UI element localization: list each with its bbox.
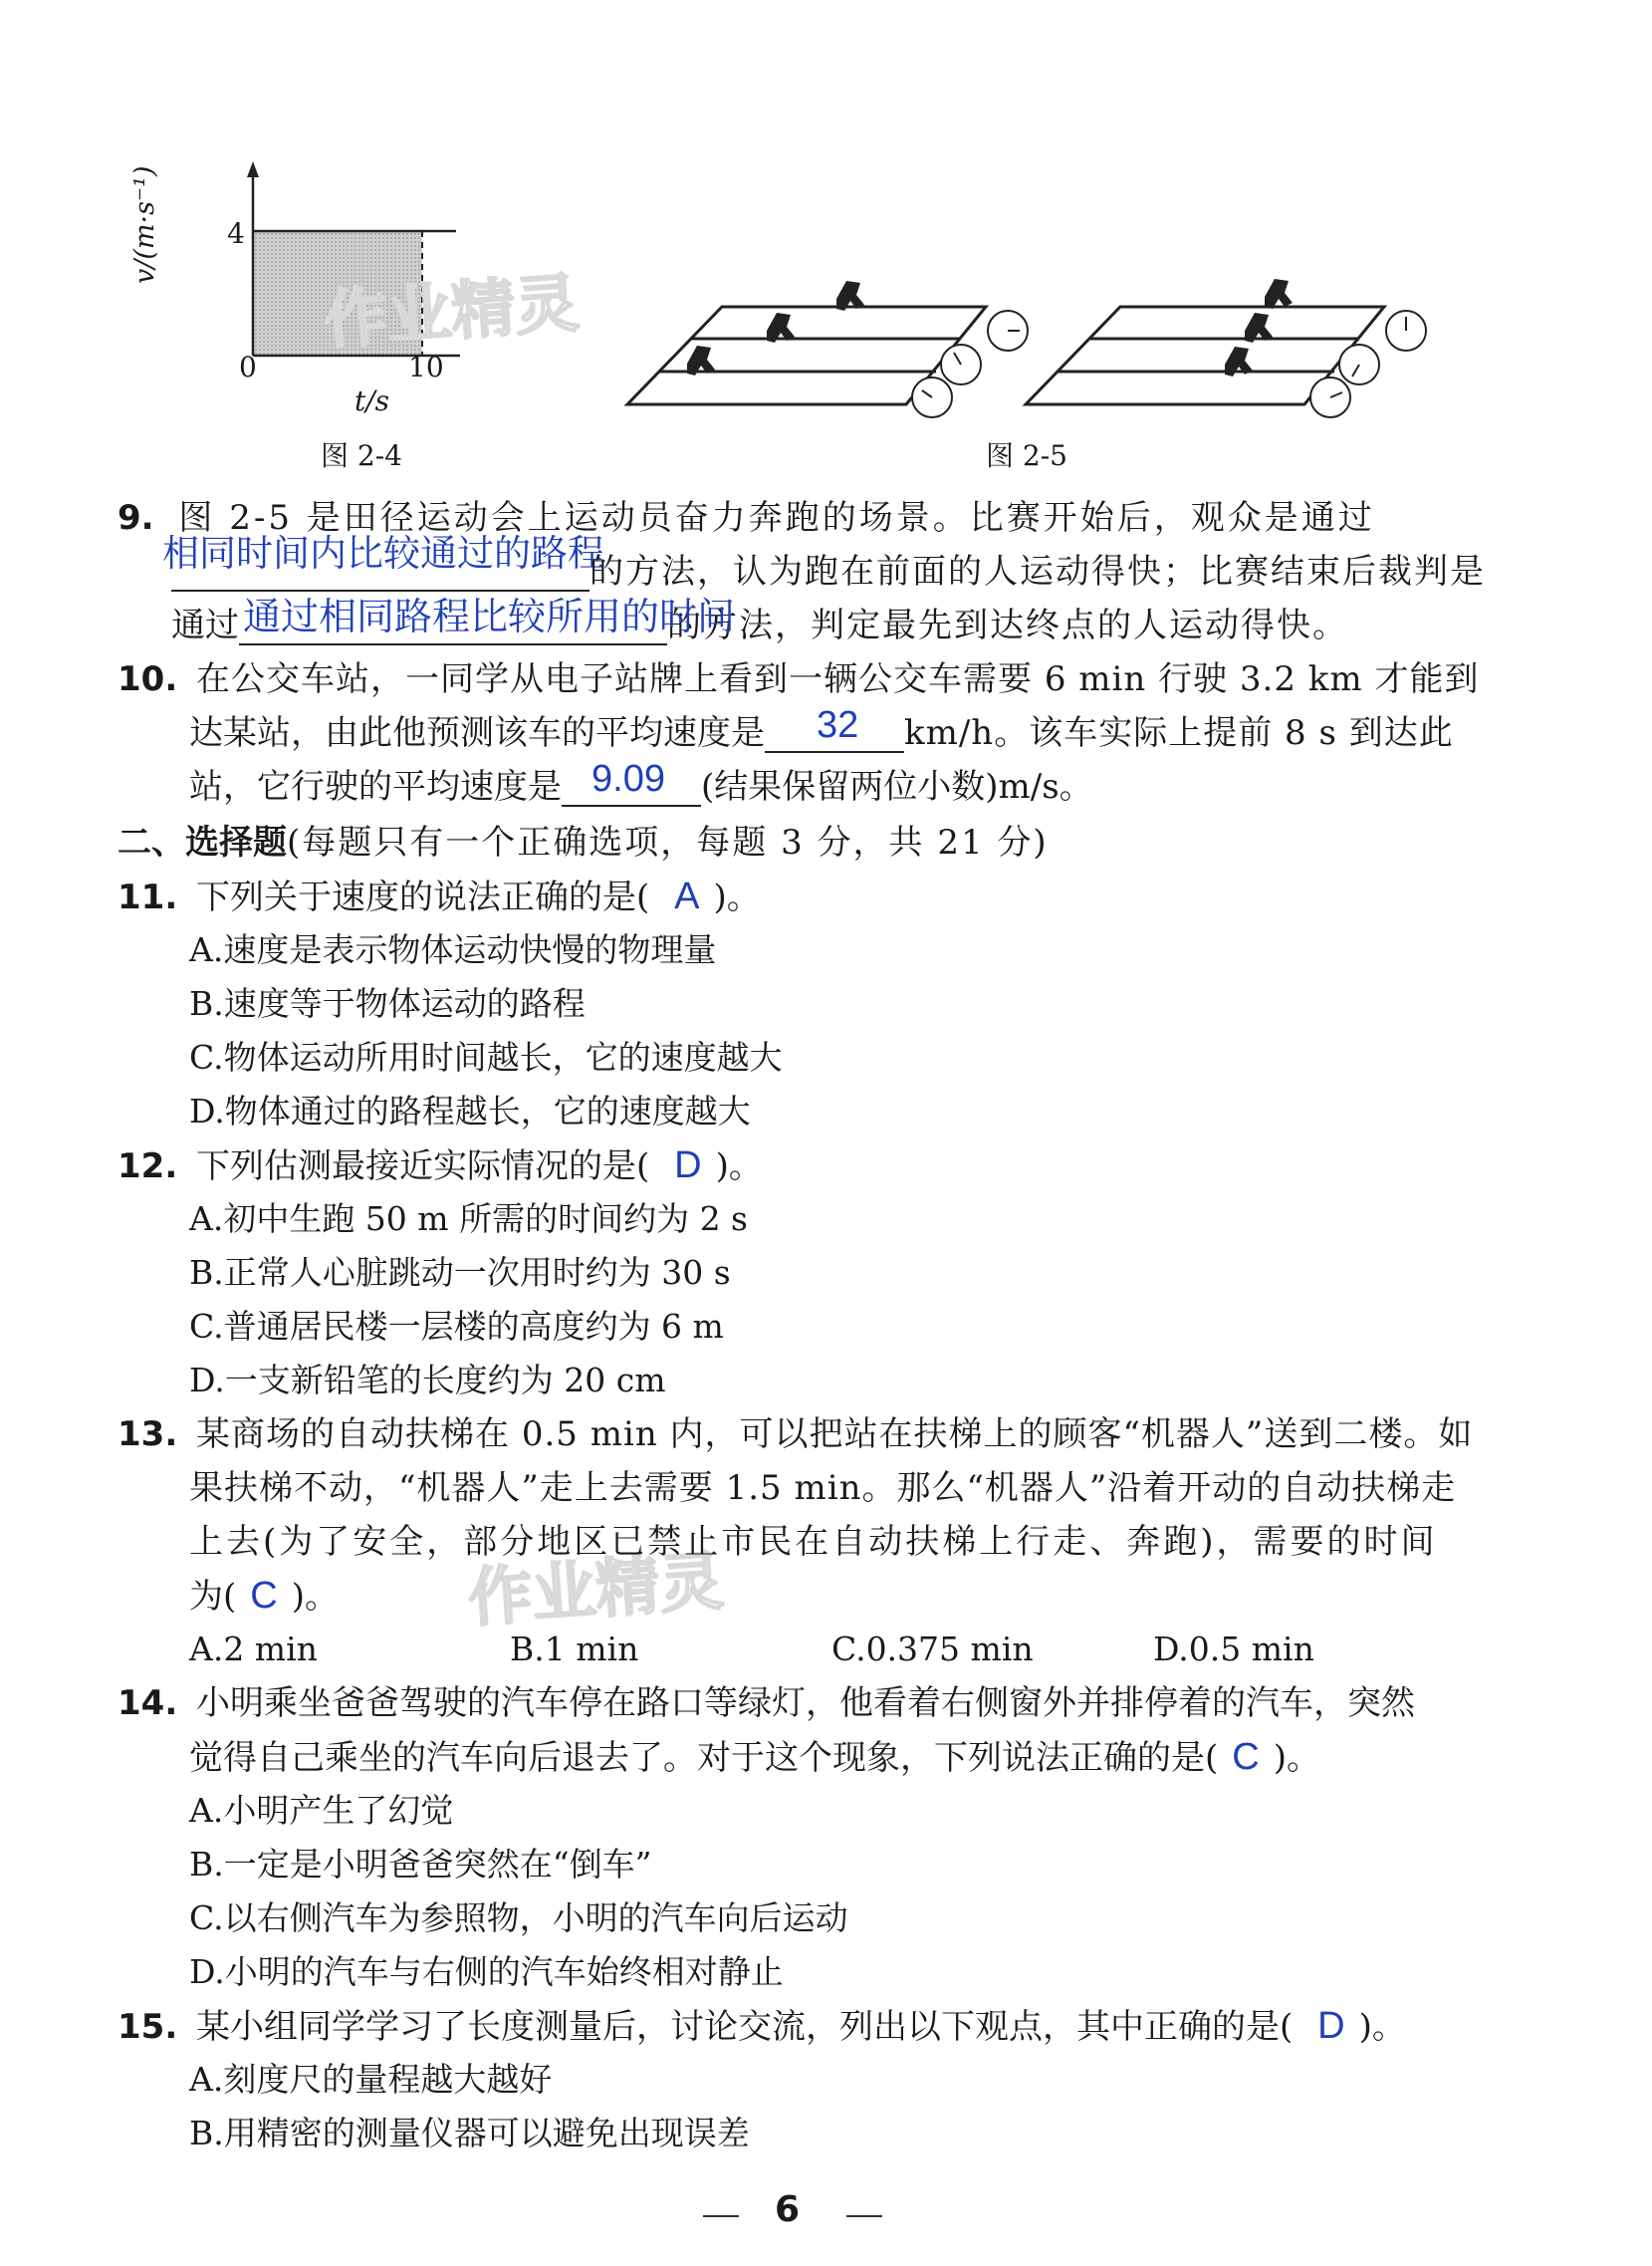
q14-text-2: 觉得自己乘坐的汽车向后退去了。对于这个现象，下列说法正确的是( — [189, 1738, 1219, 1778]
q12-number: 12. — [118, 1146, 178, 1186]
q9-line3 — [171, 597, 1348, 645]
q14-line2 — [189, 1737, 1320, 1778]
q14-answer: C — [1232, 1736, 1260, 1778]
q9-blank-2 — [239, 597, 736, 645]
q11-number: 11. — [118, 878, 178, 917]
q13-option-a: A.2 min — [189, 1630, 318, 1668]
fig24-y-tick: 4 — [227, 217, 245, 250]
fig24-x-tick: 10 — [408, 351, 444, 383]
q9-blank-1 — [171, 556, 590, 592]
q10-blank-2 — [562, 758, 701, 807]
q12-end: )。 — [715, 1146, 763, 1186]
watermark-top: 作业精灵 — [322, 267, 582, 359]
q10-text-3: km/h。该车实际上提前 8 s 到达此 — [904, 713, 1454, 753]
q13-line4 — [189, 1576, 339, 1617]
q14-option-a: A.小明产生了幻觉 — [189, 1791, 454, 1830]
fig24-origin: 0 — [239, 351, 257, 383]
y-axis-arrow — [247, 161, 259, 177]
q10-line1 — [118, 659, 1479, 699]
q10-text-4: 站，它行驶的平均速度是 — [189, 767, 562, 807]
q11-option-d: D.物体通过的路程越长，它的速度越大 — [189, 1092, 751, 1131]
q11-stem — [118, 877, 761, 917]
q12-stem — [118, 1145, 763, 1186]
q10-text-2: 达某站，由此他预测该车的平均速度是 — [189, 713, 765, 753]
q9-text-2: 的方法，认为跑在前面的人运动得快；比赛结束后裁判是 — [590, 552, 1486, 592]
q11-end: )。 — [713, 878, 761, 917]
fig25-caption: 图 2-5 — [986, 439, 1067, 472]
q9-answer-2: 通过相同路程比较所用的时间 — [243, 597, 736, 638]
q9-text-4: 的方法，判定最先到达终点的人运动得快。 — [667, 606, 1348, 645]
q12-option-d: D.一支新铅笔的长度约为 20 cm — [189, 1361, 666, 1399]
figure-2-5-track — [617, 269, 1434, 438]
q9-number: 9. — [118, 498, 154, 538]
q15-end: )。 — [1358, 2007, 1406, 2047]
q15-number: 15. — [118, 2007, 178, 2047]
q10-text-5: (结果保留两位小数)m/s。 — [701, 767, 1093, 807]
section-2-title: 二、选择题 — [118, 823, 287, 863]
q9-line2 — [171, 552, 1486, 592]
q13-text-4: 为( — [189, 1577, 237, 1617]
watermark-middle: 作业精灵 — [466, 1545, 726, 1637]
q13-line3: 上去(为了安全，部分地区已禁止市民在自动扶梯上行走、奔跑)，需要的时间 — [189, 1522, 1438, 1562]
q12-option-b: B.正常人心脏跳动一次用时约为 30 s — [189, 1253, 731, 1292]
section-2-heading — [118, 823, 1049, 863]
q13-text-1: 某商场的自动扶梯在 0.5 min 内，可以把站在扶梯上的顾客“机器人”送到二楼。如 — [196, 1414, 1474, 1454]
fig24-y-label: v/(m·s⁻¹) — [129, 165, 160, 284]
q14-option-d: D.小明的汽车与右侧的汽车始终相对静止 — [189, 1952, 784, 1991]
q13-end: )。 — [291, 1577, 339, 1617]
q10-line2 — [189, 704, 1454, 753]
q10-number: 10. — [118, 659, 178, 699]
q11-answer: A — [674, 876, 700, 917]
q12-option-c: C.普通居民楼一层楼的高度约为 6 m — [189, 1307, 724, 1346]
q15-option-b: B.用精密的测量仪器可以避免出现误差 — [189, 2114, 750, 2152]
q11-option-a: A.速度是表示物体运动快慢的物理量 — [189, 930, 717, 969]
page-number: 6 — [775, 2189, 801, 2230]
q10-text-1: 在公交车站，一同学从电子站牌上看到一辆公交车需要 6 min 行驶 3.2 km 才能到 — [196, 659, 1480, 699]
q15-answer: D — [1317, 2005, 1345, 2047]
runners-right — [1225, 279, 1293, 377]
page-number-dash-right — [846, 2215, 882, 2217]
q13-line1 — [118, 1414, 1473, 1454]
q14-end: )。 — [1273, 1738, 1320, 1778]
q13-option-b: B.1 min — [510, 1630, 639, 1668]
runners-left — [687, 281, 864, 376]
q10-line3 — [189, 758, 1093, 807]
q11-option-b: B.速度等于物体运动的路程 — [189, 984, 586, 1023]
q14-option-c: C.以右侧汽车为参照物，小明的汽车向后运动 — [189, 1898, 848, 1937]
section-2-note: (每题只有一个正确选项，每题 3 分，共 21 分) — [287, 823, 1049, 863]
q13-option-c: C.0.375 min — [831, 1630, 1034, 1668]
q15-option-a: A.刻度尺的量程越大越好 — [189, 2060, 553, 2099]
fig24-caption: 图 2-4 — [321, 439, 402, 472]
q12-text: 下列估测最接近实际情况的是( — [196, 1146, 650, 1186]
q13-answer: C — [250, 1575, 278, 1617]
q13-line2: 果扶梯不动，“机器人”走上去需要 1.5 min。那么“机器人”沿着开动的自动扶梯走 — [189, 1468, 1457, 1508]
q9-text-1: 图 2-5 是田径运动会上运动员奋力奔跑的场景。比赛开始后，观众是通过 — [178, 498, 1375, 538]
q11-text: 下列关于速度的说法正确的是( — [196, 878, 650, 917]
q14-option-b: B.一定是小明爸爸突然在“倒车” — [189, 1845, 652, 1884]
q13-number: 13. — [118, 1414, 178, 1454]
fig24-x-label: t/s — [354, 384, 390, 417]
q15-text: 某小组同学学习了长度测量后，讨论交流，列出以下观点，其中正确的是( — [196, 2007, 1294, 2047]
q9-text-3: 通过 — [171, 606, 239, 645]
q10-answer-1: 32 — [817, 704, 859, 746]
q9-answer-1: 相同时间内比较通过的路程 — [162, 533, 604, 574]
q15-stem — [118, 2006, 1406, 2047]
q10-answer-2: 9.09 — [591, 758, 665, 800]
page-number-dash-left — [703, 2215, 739, 2217]
q11-option-c: C.物体运动所用时间越长，它的速度越大 — [189, 1038, 783, 1077]
q12-option-a: A.初中生跑 50 m 所需的时间约为 2 s — [189, 1199, 748, 1238]
q10-blank-1 — [765, 704, 904, 753]
q12-answer: D — [674, 1144, 702, 1186]
q14-line1 — [118, 1683, 1415, 1723]
q13-option-d: D.0.5 min — [1153, 1630, 1314, 1668]
q14-number: 14. — [118, 1683, 178, 1723]
q14-text-1: 小明乘坐爸爸驾驶的汽车停在路口等绿灯，他看着右侧窗外并排停着的汽车，突然 — [196, 1683, 1416, 1723]
